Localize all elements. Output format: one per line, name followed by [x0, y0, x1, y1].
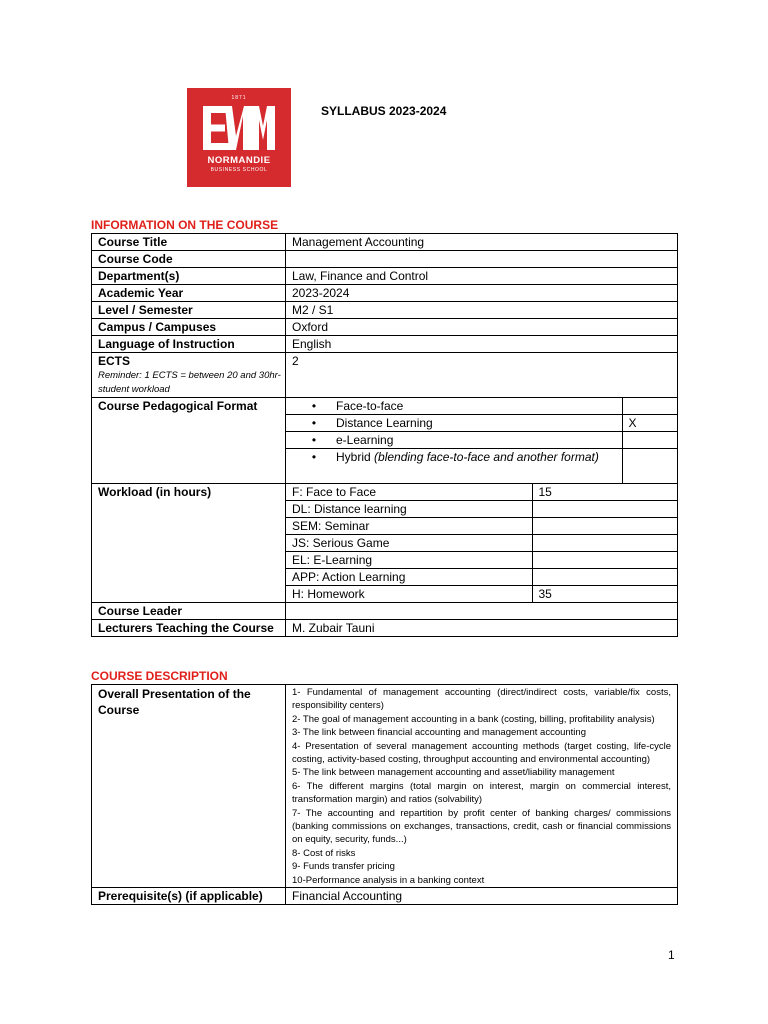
workload-value: [532, 501, 678, 518]
workload-item: [286, 569, 678, 586]
bullet-icon: •: [311, 399, 317, 413]
table-row: [92, 336, 678, 353]
workload-item: [286, 535, 678, 552]
format-options-cell: [286, 398, 678, 484]
row-label: Campus / Campuses: [92, 319, 286, 336]
workload-item: [286, 501, 678, 518]
workload-label: SEM: Seminar: [286, 518, 532, 535]
table-row: [92, 234, 678, 251]
description-section-title: COURSE DESCRIPTION: [91, 669, 228, 683]
workload-value: 35: [532, 586, 678, 603]
table-row: [92, 603, 678, 620]
bullet-icon: •: [311, 450, 317, 464]
table-row: [92, 302, 678, 319]
row-value: M. Zubair Tauni: [286, 620, 678, 637]
outline-item: 4- Presentation of several management accounting methods (target costing, life-cycle costing, activity-based costing, throughput accounting and environmental accounting): [292, 740, 671, 766]
workload-item: [286, 518, 678, 535]
table-row: [92, 268, 678, 285]
row-value: M2 / S1: [286, 302, 678, 319]
format-option-label: Distance Learning: [336, 416, 433, 430]
format-option: [286, 432, 678, 449]
row-label: Course Title: [92, 234, 286, 251]
row-label: Workload (in hours): [92, 484, 286, 603]
row-value: Oxford: [286, 319, 678, 336]
bullet-icon: •: [311, 416, 317, 430]
logo-year: 1871: [231, 95, 247, 101]
info-section-title: INFORMATION ON THE COURSE: [91, 218, 279, 232]
row-label: Academic Year: [92, 285, 286, 302]
row-value: Management Accounting: [286, 234, 678, 251]
logo-name: NORMANDIE: [207, 155, 271, 166]
table-row: [92, 888, 678, 905]
table-row: [92, 685, 678, 888]
table-row: [92, 251, 678, 268]
format-option-mark: [622, 398, 678, 415]
outline-item: 2- The goal of management accounting in a bank (costing, billing, profitability analysis): [292, 713, 655, 725]
table-row: [92, 285, 678, 302]
workload-value: [532, 569, 678, 586]
row-label: Prerequisite(s) (if applicable): [92, 888, 286, 905]
row-label: Course Code: [92, 251, 286, 268]
outline-item: 9- Funds transfer pricing: [292, 861, 395, 873]
outline-item: 1- Fundamental of management accounting (direct/indirect costs, variable/fix costs, responsibility centers): [292, 687, 671, 712]
format-option: [286, 415, 678, 432]
format-options-table: [286, 398, 678, 483]
school-logo: [187, 88, 291, 187]
row-label: Overall Presentation of the Course: [92, 685, 286, 888]
bullet-icon: •: [311, 433, 317, 447]
row-value: 2023-2024: [286, 285, 678, 302]
row-value: 2: [286, 353, 678, 398]
course-outline: [286, 685, 678, 888]
row-label: Course Leader: [92, 603, 286, 620]
document-title: SYLLABUS 2023-2024: [321, 104, 447, 118]
workload-item: [286, 586, 678, 603]
format-option: [286, 449, 678, 484]
outline-item: 8- Cost of risks: [292, 847, 356, 859]
format-option-label: Face-to-face: [336, 399, 404, 413]
workload-label: APP: Action Learning: [286, 569, 532, 586]
format-option-mark: [622, 449, 678, 484]
table-row: [92, 620, 678, 637]
workload-value: 15: [532, 484, 678, 501]
outline-item: 6- The different margins (total margin on interest, margin on commercial interest, transformation margin) and ratios (solvability): [292, 780, 671, 806]
outline-item: 7- The accounting and repartition by profit center of banking charges/ commissions (banking commissions on exchanges, transactions, credit, cash or financial commissions on equity, security, funds...): [292, 807, 671, 846]
logo-subtitle: BUSINESS SCHOOL: [210, 167, 268, 173]
workload-value: [532, 535, 678, 552]
format-option: [286, 398, 678, 415]
format-option-label: e-Learning: [336, 433, 394, 447]
workload-label: F: Face to Face: [286, 484, 532, 501]
page-number: 1: [668, 948, 675, 962]
table-row: [92, 353, 678, 398]
workload-label: EL: E-Learning: [286, 552, 532, 569]
row-value: Law, Finance and Control: [286, 268, 678, 285]
ects-reminder-note: Reminder: 1 ECTS = between 20 and 30hr- student workload: [98, 370, 281, 395]
format-option-label: Hybrid: [336, 450, 371, 464]
format-option-mark: [622, 432, 678, 449]
workload-value: [532, 518, 678, 535]
workload-value: [532, 552, 678, 569]
table-row: [92, 319, 678, 336]
table-row: [92, 484, 678, 603]
table-row: [92, 398, 678, 484]
row-label: Lecturers Teaching the Course: [92, 620, 286, 637]
outline-item: 3- The link between financial accounting and management accounting: [292, 727, 586, 739]
row-value: Financial Accounting: [286, 888, 678, 905]
row-value: [286, 251, 678, 268]
row-label: Language of Instruction: [92, 336, 286, 353]
workload-table: [286, 484, 678, 602]
em-monogram-icon: [203, 106, 275, 150]
workload-item: [286, 484, 678, 501]
ects-cell: [92, 353, 286, 398]
workload-label: DL: Distance learning: [286, 501, 532, 518]
course-info-table: [91, 233, 678, 637]
course-description-table: [91, 684, 678, 905]
outline-item: 5- The link between management accounting and asset/liability management: [292, 767, 615, 779]
format-option-note: (blending face-to-face and another format): [374, 450, 599, 464]
workload-cell: [286, 484, 678, 603]
workload-item: [286, 552, 678, 569]
workload-label: H: Homework: [292, 587, 365, 601]
row-value: [286, 603, 678, 620]
format-option-mark: X: [622, 415, 678, 432]
row-label: Department(s): [92, 268, 286, 285]
row-label: Level / Semester: [92, 302, 286, 319]
row-label: Course Pedagogical Format: [92, 398, 286, 484]
outline-item: 10-Performance analysis in a banking context: [292, 874, 485, 886]
workload-label: JS: Serious Game: [286, 535, 532, 552]
row-label: ECTS: [98, 354, 131, 368]
row-value: English: [286, 336, 678, 353]
